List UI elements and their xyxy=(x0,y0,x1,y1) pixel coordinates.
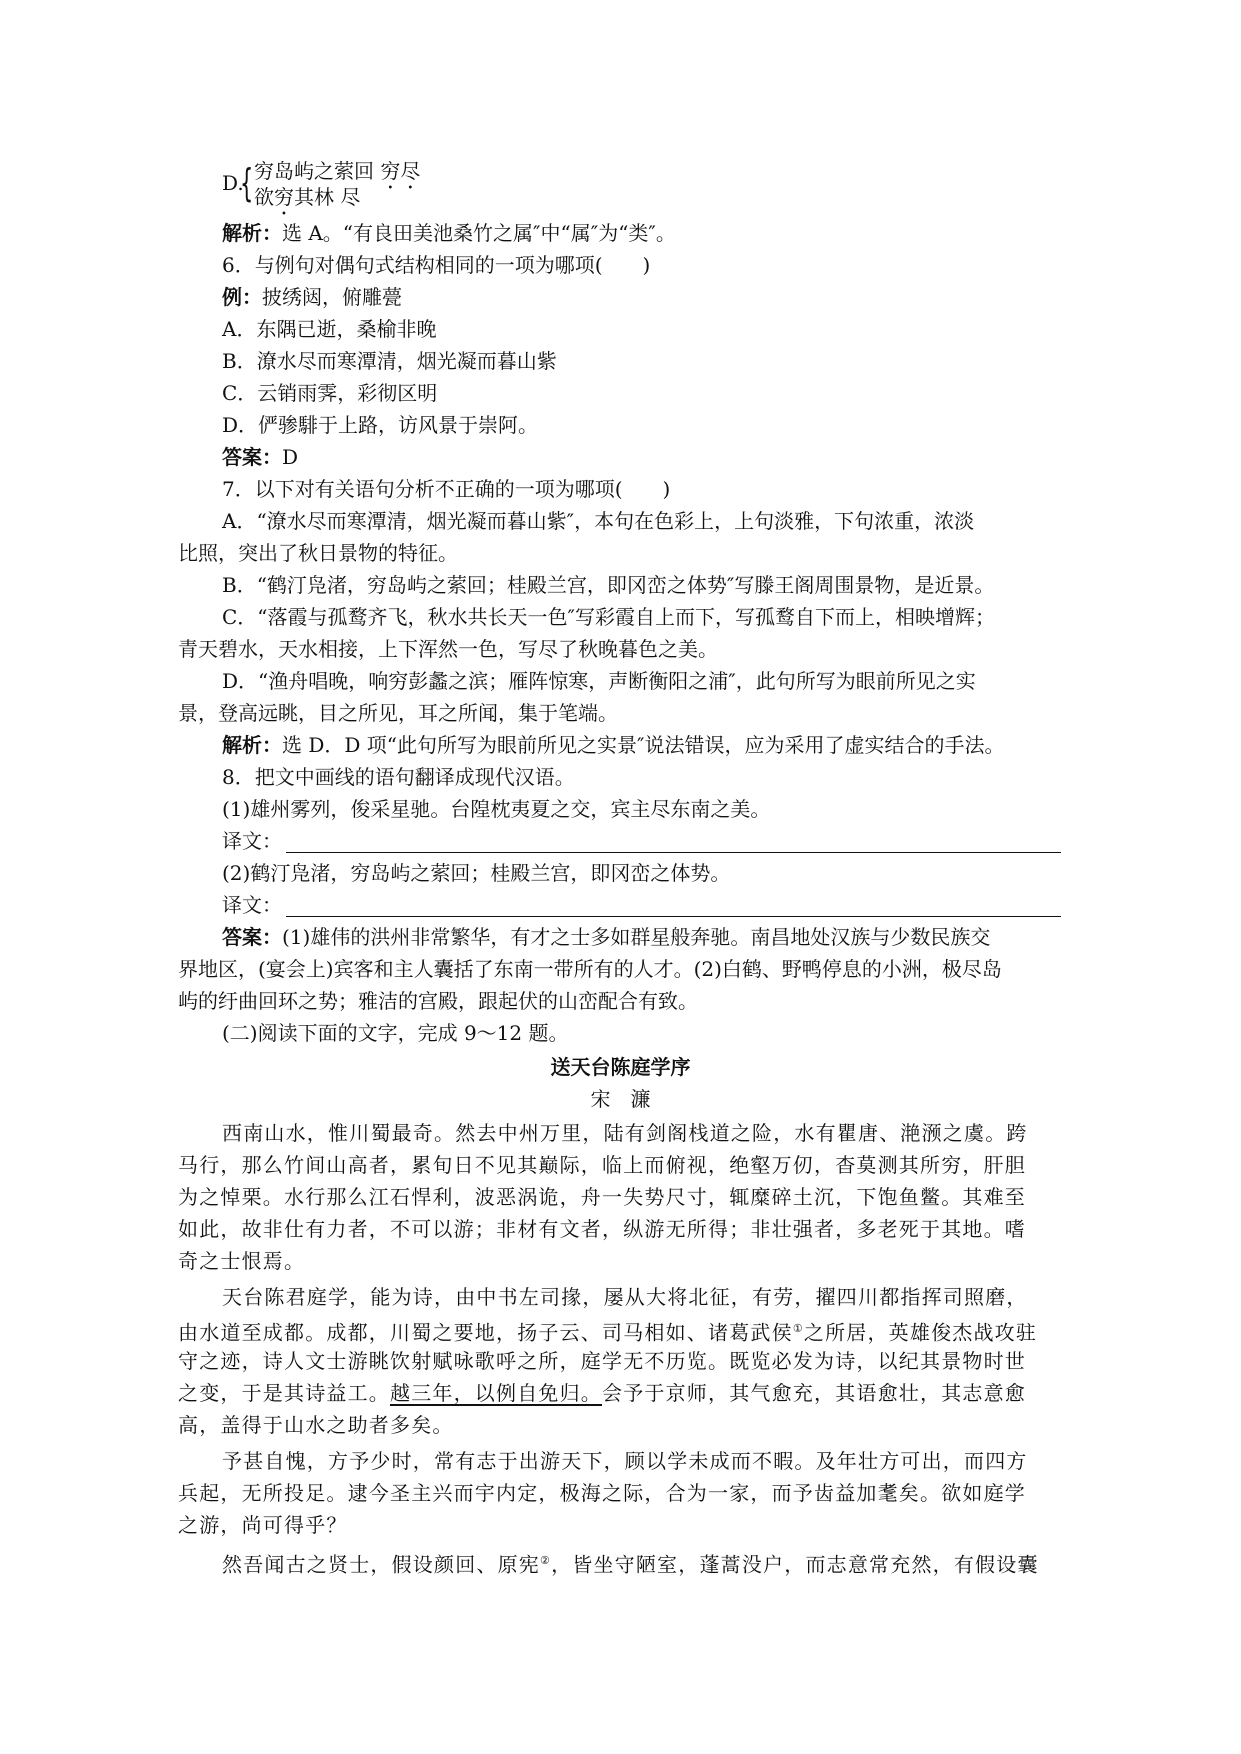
q8-answer-blank-1[interactable] xyxy=(286,852,1061,853)
passage-p4-line-1: 然吾闻古之贤士，假设颜回、原宪②，皆坐守陋室，蓬蒿没户，而志意常充然，有假设囊 xyxy=(222,1552,1039,1577)
footnote-marker: ② xyxy=(540,1554,552,1567)
q7-option-c-line-1: C．“落霞与孤鹜齐飞，秋水共长天一色″写彩霞自上而下，写孤鹜自下而上，相映增辉； xyxy=(222,605,995,629)
passage-p2-line-5: 高，盖得于山水之助者多矣。 xyxy=(178,1413,454,1437)
q7-option-d-line-2: 景，登高远眺，目之所见，耳之所闻，集于笔端。 xyxy=(178,701,618,725)
passage-p2-line-3: 守之迹，诗人文士游眺饮射赋咏歌呼之所，庭学无不历览。既览必发为诗，以纪其景物时世 xyxy=(178,1349,1026,1373)
q6-option-d: D．俨骖騑于上路，访风景于崇阿。 xyxy=(222,413,539,437)
q6-example: 例：披绣闼，俯雕甍 xyxy=(222,285,402,309)
q7-stem: 7．以下对有关语句分析不正确的一项为哪项( ) xyxy=(222,477,671,501)
d-option-label: D. xyxy=(222,171,244,195)
passage-p1-line-4: 如此，故非仕有力者，不可以游；非材有文者，纵游无所得；非壮强者，多老死于其地。嗜 xyxy=(178,1217,1026,1241)
brace-icon: { xyxy=(240,161,254,205)
q6-option-c: C．云销雨霁，彩彻区明 xyxy=(222,381,438,405)
passage-p1-line-2: 马行，那么竹间山高者，累旬日不见其巅际，临上而俯视，绝壑万仞，杳莫测其所穷，肝胆 xyxy=(178,1153,1026,1177)
passage-p1-line-5: 奇之士恨焉。 xyxy=(178,1249,306,1273)
q8-answer-blank-2[interactable] xyxy=(286,916,1061,917)
passage-p3-line-3: 之游，尚可得乎？ xyxy=(178,1513,348,1537)
passage-title: 送天台陈庭学序 xyxy=(550,1055,691,1079)
q6-stem: 6．与例句对偶句式结构相同的一项为哪项( ) xyxy=(222,253,651,277)
q7-option-b: B．“鹤汀凫渚，穷岛屿之萦回；桂殿兰宫，即冈峦之体势″写滕王阁周围景物，是近景。 xyxy=(222,573,995,597)
q8-item-1: (1)雄州雾列，俊采星驰。台隍枕夷夏之交，宾主尽东南之美。 xyxy=(222,797,771,821)
passage-p1-line-3: 为之悼栗。水行那么江石悍利，波恶涡诡，舟一失势尺寸，辄糜碎土沉，下饱鱼鳖。其难至 xyxy=(178,1185,1026,1209)
d-option-line-1: 穷岛屿之萦回 穷尽 xyxy=(254,159,421,183)
q8-translate-label-2: 译文： xyxy=(222,893,282,917)
passage-p2-line-4: 之变，于是其诗益工。越三年，以例自免归。会予于京师，其气愈充，其语愈壮，其志意愈 xyxy=(178,1381,1026,1405)
q6-answer: 答案：D xyxy=(222,445,299,469)
q8-stem: 8．把文中画线的语句翻译成现代汉语。 xyxy=(222,765,575,789)
footnote-marker: ① xyxy=(792,1322,804,1335)
q5-analysis: 解析：选 A。“有良田美池桑竹之属″中“属″为“类″。 xyxy=(222,221,676,245)
q7-option-a-line-1: A．“潦水尽而寒潭清，烟光凝而暮山紫″，本句在色彩上，上句淡雅，下句浓重，浓淡 xyxy=(222,509,975,533)
q7-analysis: 解析：选 D．D 项“此句所写为眼前所见之实景″说法错误，应为采用了虚实结合的手法。 xyxy=(222,733,1005,757)
passage-p3-line-2: 兵起，无所投足。逮今圣主兴而宇内定，极海之际，合为一家，而予齿益加耄矣。欲如庭学 xyxy=(178,1481,1026,1505)
passage-p3-line-1: 予甚自愧，方予少时，常有志于出游天下，顾以学未成而不暇。及年壮方可出，而四方 xyxy=(222,1449,1028,1473)
q8-answer-line-1: 答案：(1)雄伟的洪州非常繁华，有才之士多如群星般奔驰。南昌地处汉族与少数民族交 xyxy=(222,925,991,949)
passage-p2-line-1: 天台陈君庭学，能为诗，由中书左司掾，屡从大将北征，有劳，擢四川都指挥司照磨， xyxy=(222,1285,1028,1309)
q7-option-a-line-2: 比照，突出了秋日景物的特征。 xyxy=(178,541,458,565)
q8-answer-line-3: 屿的纡曲回环之势；雅洁的宫殿，跟起伏的山峦配合有致。 xyxy=(178,989,698,1013)
d-option-line-2: 欲穷其林 尽 xyxy=(254,185,361,209)
q7-option-c-line-2: 青天碧水，天水相接，上下浑然一色，写尽了秋晚暮色之美。 xyxy=(178,637,718,661)
part2-stem: (二)阅读下面的文字，完成 9～12 题。 xyxy=(222,1021,569,1045)
q8-item-2: (2)鹤汀凫渚，穷岛屿之萦回；桂殿兰宫，即冈峦之体势。 xyxy=(222,861,731,885)
passage-p2-line-2: 由水道至成都。成都，川蜀之要地，扬子云、司马相如、诸葛武侯①之所居，英雄俊杰战攻驻 xyxy=(178,1320,1038,1345)
q8-translate-label-1: 译文： xyxy=(222,829,282,853)
q6-option-b: B．潦水尽而寒潭清，烟光凝而暮山紫 xyxy=(222,349,557,373)
q8-answer-line-2: 界地区，(宴会上)宾客和主人囊括了东南一带所有的人才。(2)白鹤、野鸭停息的小洲，极尽岛 xyxy=(178,957,1002,981)
q7-option-d-line-1: D．“渔舟唱晚，响穷彭蠡之滨；雁阵惊寒，声断衡阳之浦″，此句所写为眼前所见之实 xyxy=(222,669,976,693)
underlined-sentence: 越三年，以例自免归。 xyxy=(390,1381,602,1405)
passage-author: 宋 濂 xyxy=(590,1087,651,1111)
q6-option-a: A．东隅已逝，桑榆非晚 xyxy=(222,317,437,341)
passage-p1-line-1: 西南山水，惟川蜀最奇。然去中州万里，陆有剑阁栈道之险，水有瞿唐、滟滪之虞。跨 xyxy=(222,1121,1028,1145)
